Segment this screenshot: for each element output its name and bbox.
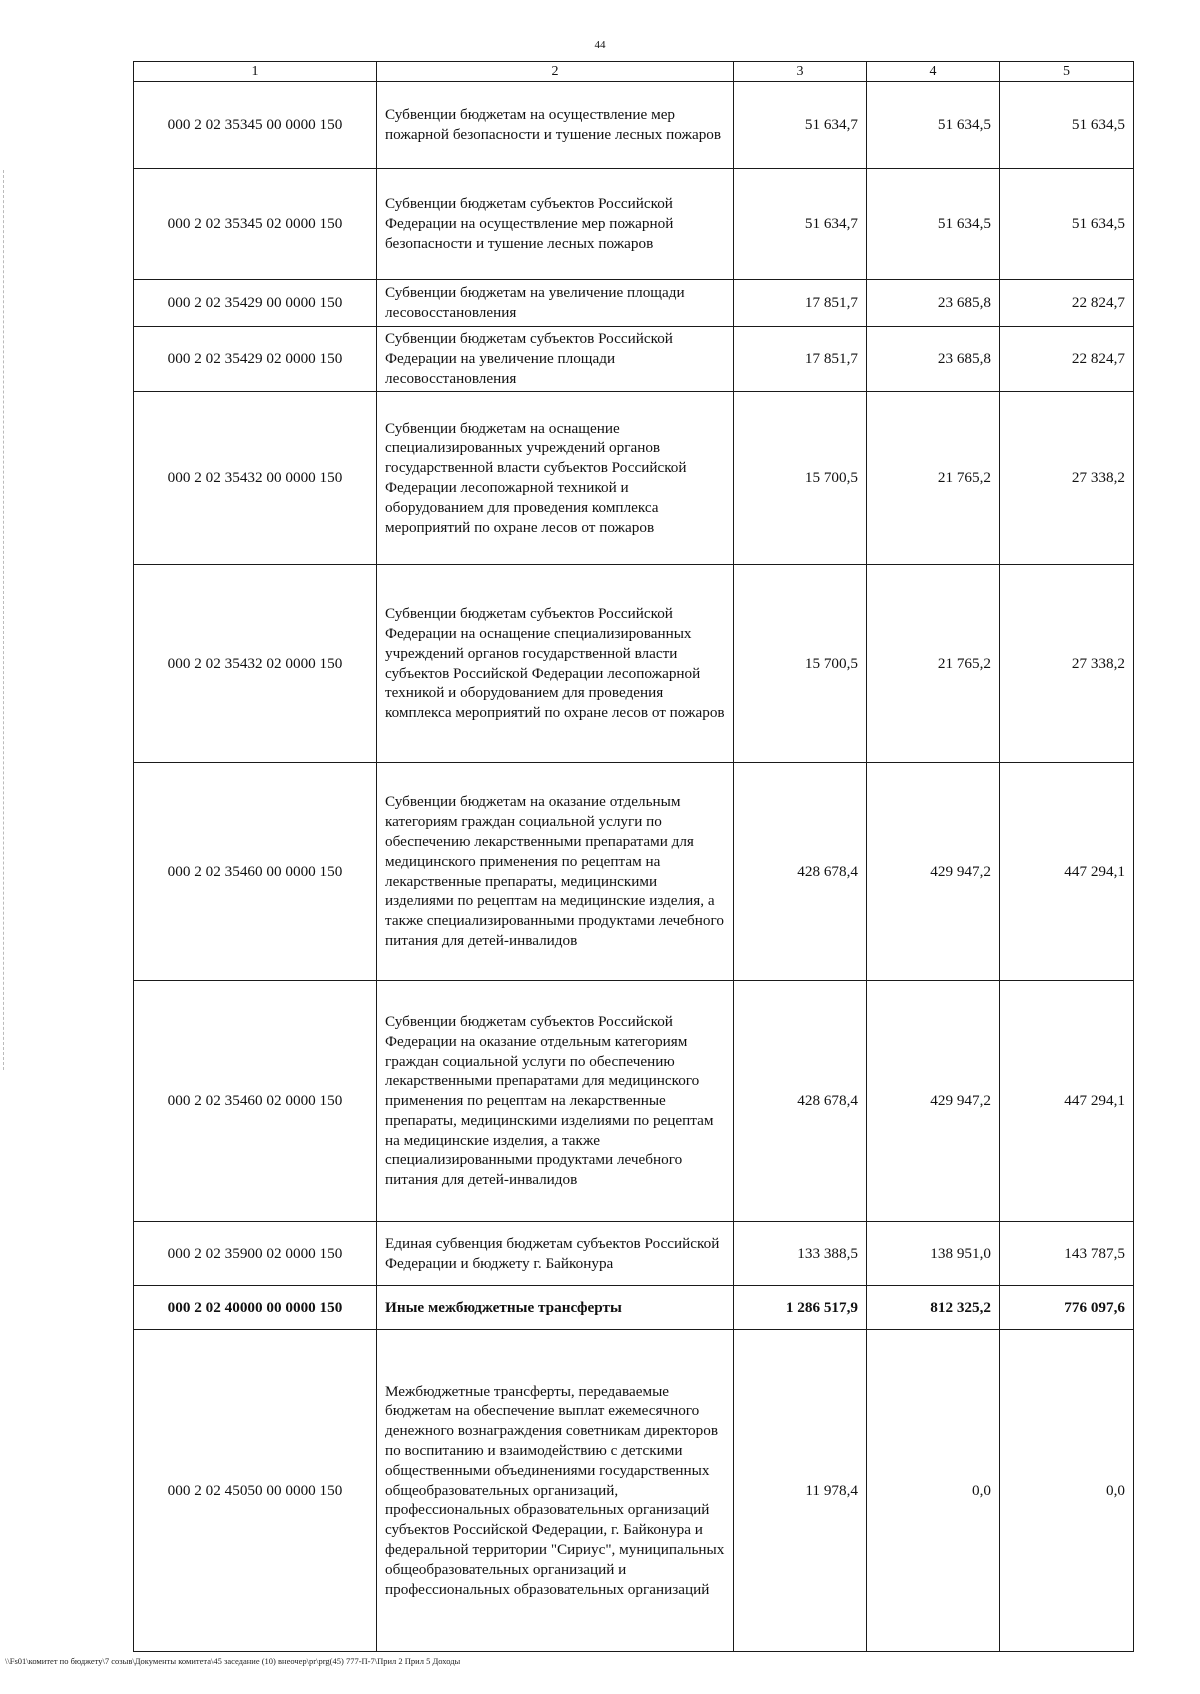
budget-revenue-table [133, 61, 1134, 1652]
table-row [134, 1330, 1134, 1652]
column-header-5: 5 [1000, 62, 1134, 82]
scan-margin-marks [3, 170, 6, 1070]
revenue-name-cell: Субвенции бюджетам на оказание отдельным категориям граждан социальной услуги по обеспечению лекарственными препаратами для медицинского применения по рецептам на лекарственные препараты, медицинскими изделиями по рецептам на медицинские изделия, а также специализированными продуктами лечебного питания для детей-инвалидов [377, 763, 734, 981]
budget-code-cell: 000 2 02 35432 00 0000 150 [134, 392, 377, 565]
value-column-4-cell: 21 765,2 [867, 392, 1000, 565]
value-column-3-cell: 15 700,5 [734, 565, 867, 763]
value-column-4-cell: 429 947,2 [867, 981, 1000, 1222]
table-row [134, 280, 1134, 327]
budget-code-cell: 000 2 02 35460 02 0000 150 [134, 981, 377, 1222]
value-column-5-cell: 447 294,1 [1000, 981, 1134, 1222]
value-column-3-cell: 51 634,7 [734, 169, 867, 280]
revenue-name-cell: Субвенции бюджетам на осуществление мер пожарной безопасности и тушение лесных пожаров [377, 82, 734, 169]
value-column-5-cell: 27 338,2 [1000, 565, 1134, 763]
table-row [134, 763, 1134, 981]
document-file-path: \\Fs01\комитет по бюджету\7 созыв\Документы комитета\45 заседание (10) внеочер\pr\prg(45) 777-П-7\Прил 2 Прил 5 Доходы [5, 1656, 461, 1666]
table-row [134, 327, 1134, 392]
value-column-5-cell: 447 294,1 [1000, 763, 1134, 981]
revenue-name-cell: Субвенции бюджетам на увеличение площади лесовосстановления [377, 280, 734, 327]
value-column-4-cell: 51 634,5 [867, 82, 1000, 169]
value-column-3-cell: 15 700,5 [734, 392, 867, 565]
value-column-3-cell: 133 388,5 [734, 1222, 867, 1286]
column-header-2: 2 [377, 62, 734, 82]
value-column-3-cell: 428 678,4 [734, 981, 867, 1222]
value-column-4-cell: 23 685,8 [867, 327, 1000, 392]
table-row [134, 1222, 1134, 1286]
revenue-name-cell: Иные межбюджетные трансферты [377, 1286, 734, 1330]
value-column-4-cell: 0,0 [867, 1330, 1000, 1652]
revenue-name-cell: Единая субвенция бюджетам субъектов Российской Федерации и бюджету г. Байконура [377, 1222, 734, 1286]
revenue-name-cell: Субвенции бюджетам субъектов Российской Федерации на оказание отдельным категориям граждан социальной услуги по обеспечению лекарственными препаратами для медицинского применения по рецептам на лекарственные препараты, медицинскими изделиями по рецептам на медицинские изделия, а также специализированными продуктами лечебного питания для детей-инвалидов [377, 981, 734, 1222]
value-column-5-cell: 27 338,2 [1000, 392, 1134, 565]
budget-code-cell: 000 2 02 35460 00 0000 150 [134, 763, 377, 981]
budget-code-cell: 000 2 02 35345 00 0000 150 [134, 82, 377, 169]
value-column-5-cell: 22 824,7 [1000, 280, 1134, 327]
table-row [134, 392, 1134, 565]
value-column-4-cell: 51 634,5 [867, 169, 1000, 280]
column-header-3: 3 [734, 62, 867, 82]
value-column-3-cell: 17 851,7 [734, 327, 867, 392]
value-column-3-cell: 428 678,4 [734, 763, 867, 981]
value-column-3-cell: 17 851,7 [734, 280, 867, 327]
revenue-name-cell: Субвенции бюджетам субъектов Российской Федерации на оснащение специализированных учреждений органов государственной власти субъектов Российской Федерации лесопожарной техникой и оборудованием для проведения комплекса мероприятий по охране лесов от пожаров [377, 565, 734, 763]
value-column-5-cell: 51 634,5 [1000, 169, 1134, 280]
value-column-4-cell: 429 947,2 [867, 763, 1000, 981]
table-row [134, 565, 1134, 763]
budget-code-cell: 000 2 02 35900 02 0000 150 [134, 1222, 377, 1286]
table-row [134, 169, 1134, 280]
value-column-3-cell: 11 978,4 [734, 1330, 867, 1652]
budget-code-cell: 000 2 02 40000 00 0000 150 [134, 1286, 377, 1330]
value-column-5-cell: 22 824,7 [1000, 327, 1134, 392]
value-column-5-cell: 51 634,5 [1000, 82, 1134, 169]
value-column-5-cell: 143 787,5 [1000, 1222, 1134, 1286]
value-column-5-cell: 0,0 [1000, 1330, 1134, 1652]
table-row [134, 981, 1134, 1222]
table-row-subtotal [134, 1286, 1134, 1330]
budget-code-cell: 000 2 02 35432 02 0000 150 [134, 565, 377, 763]
value-column-4-cell: 21 765,2 [867, 565, 1000, 763]
budget-code-cell: 000 2 02 35429 00 0000 150 [134, 280, 377, 327]
budget-code-cell: 000 2 02 35345 02 0000 150 [134, 169, 377, 280]
revenue-name-cell: Субвенции бюджетам субъектов Российской Федерации на увеличение площади лесовосстановления [377, 327, 734, 392]
value-column-3-cell: 51 634,7 [734, 82, 867, 169]
value-column-4-cell: 138 951,0 [867, 1222, 1000, 1286]
table-row [134, 82, 1134, 169]
budget-code-cell: 000 2 02 45050 00 0000 150 [134, 1330, 377, 1652]
value-column-4-cell: 23 685,8 [867, 280, 1000, 327]
revenue-name-cell: Субвенции бюджетам на оснащение специализированных учреждений органов государственной власти субъектов Российской Федерации лесопожарной техникой и оборудованием для проведения комплекса мероприятий по охране лесов от пожаров [377, 392, 734, 565]
column-header-4: 4 [867, 62, 1000, 82]
table-header-row [134, 62, 1134, 82]
value-column-3-cell: 1 286 517,9 [734, 1286, 867, 1330]
value-column-5-cell: 776 097,6 [1000, 1286, 1134, 1330]
column-header-1: 1 [134, 62, 377, 82]
budget-code-cell: 000 2 02 35429 02 0000 150 [134, 327, 377, 392]
value-column-4-cell: 812 325,2 [867, 1286, 1000, 1330]
page-number: 44 [594, 39, 606, 51]
revenue-name-cell: Межбюджетные трансферты, передаваемые бюджетам на обеспечение выплат ежемесячного денежного вознаграждения советникам директоров по воспитанию и взаимодействию с детскими общественными объединениями государственных общеобразовательных организаций, профессиональных образовательных организаций субъектов Российской Федерации, г. Байконура и федеральной территории "Сириус", муниципальных общеобразовательных организаций и профессиональных образовательных организаций [377, 1330, 734, 1652]
revenue-name-cell: Субвенции бюджетам субъектов Российской Федерации на осуществление мер пожарной безопасности и тушение лесных пожаров [377, 169, 734, 280]
